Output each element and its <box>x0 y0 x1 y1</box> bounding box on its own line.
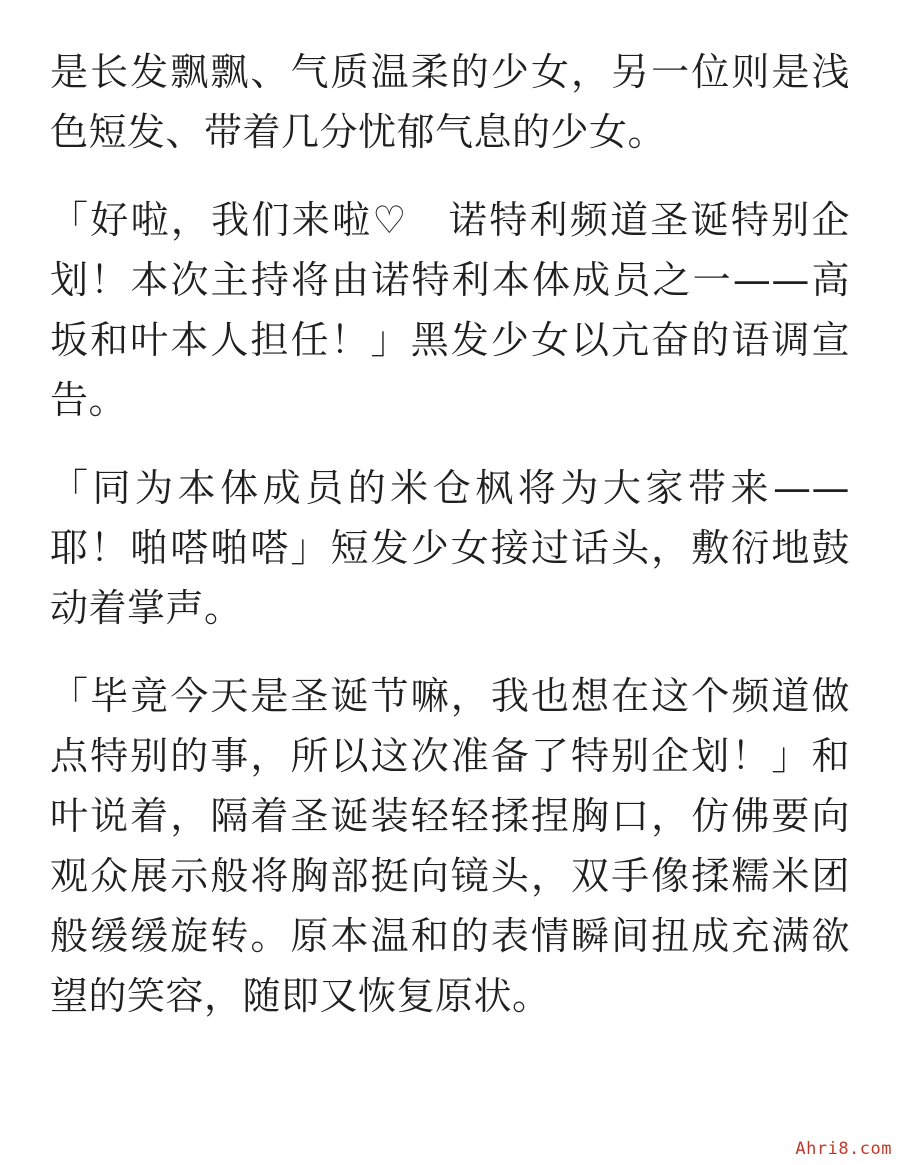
article-body <box>50 42 850 1054</box>
paragraph-4: 「毕竟今天是圣诞节嘛，我也想在这个频道做点特别的事，所以这次准备了特别企划！」和叶说着，隔着圣诞装轻轻揉捏胸口，仿佛要向观众展示般将胸部挺向镜头，双手像揉糯米团般缓缓旋转。原本温和的表情瞬间扭成充满欲望的笑容，随即又恢复原状。 <box>50 674 850 1018</box>
paragraph-2: 「好啦，我们来啦♡ 诺特利频道圣诞特别企划！本次主持将由诺特利本体成员之一——高坂和叶本人担任！」黑发少女以亢奋的语调宣告。 <box>50 198 850 422</box>
paragraph-1: 是长发飘飘、气质温柔的少女，另一位则是浅色短发、带着几分忧郁气息的少女。 <box>50 50 850 154</box>
paragraph-3: 「同为本体成员的米仓枫将为大家带来——耶！啪嗒啪嗒」短发少女接过话头，敷衍地鼓动着掌声。 <box>50 466 850 630</box>
site-watermark: Ahri8.com <box>795 1139 892 1159</box>
